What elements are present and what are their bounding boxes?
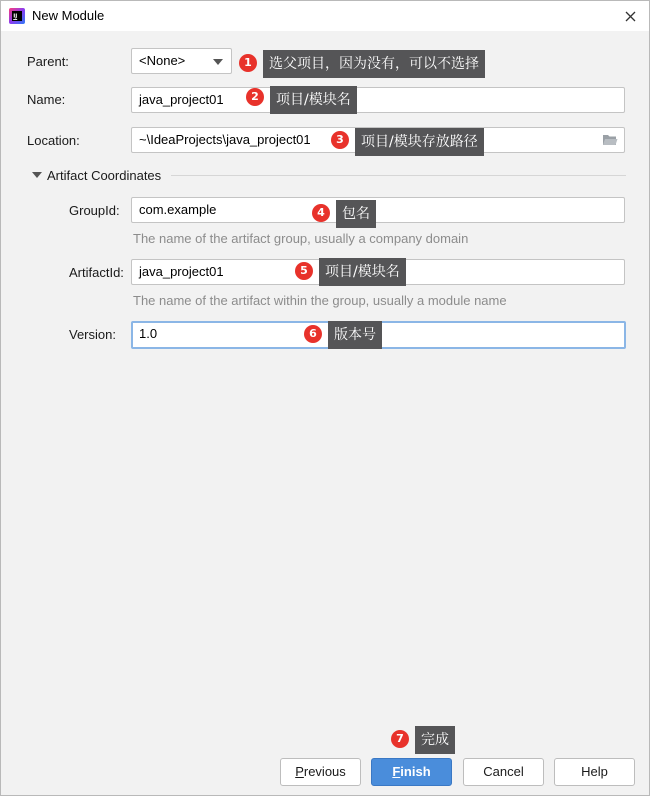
- artifactid-label: ArtifactId:: [69, 265, 124, 280]
- annotation-note-7: 完成: [415, 726, 455, 754]
- close-icon: [625, 11, 636, 22]
- name-label: Name:: [27, 92, 66, 107]
- groupid-label: GroupId:: [69, 203, 120, 218]
- annotation-note-4: 包名: [336, 200, 376, 228]
- annotation-badge-3: 3: [331, 131, 349, 149]
- section-divider: [171, 175, 626, 176]
- groupid-value: com.example: [139, 202, 217, 217]
- parent-label: Parent:: [27, 54, 69, 69]
- window-title: New Module: [32, 8, 105, 23]
- annotation-note-2: 项目/模块名: [270, 86, 357, 114]
- parent-value: <None>: [139, 53, 186, 68]
- svg-text:IJ: IJ: [13, 13, 18, 20]
- groupid-input[interactable]: [131, 197, 625, 223]
- annotation-note-3: 项目/模块存放路径: [355, 128, 484, 156]
- artifactid-hint: The name of the artifact within the group, usually a module name: [133, 293, 507, 308]
- dropdown-caret-icon: [213, 59, 223, 65]
- version-label: Version:: [69, 327, 116, 342]
- name-input[interactable]: [131, 87, 625, 113]
- annotation-badge-4: 4: [312, 204, 330, 222]
- annotation-note-1: 选父项目，因为没有，可以不选择: [263, 50, 485, 78]
- finish-button[interactable]: Finish: [371, 758, 452, 786]
- title-bar: [1, 1, 649, 31]
- intellij-app-icon: [9, 8, 25, 24]
- parent-dropdown[interactable]: [131, 48, 232, 74]
- annotation-badge-5: 5: [295, 262, 313, 280]
- version-value: 1.0: [139, 326, 158, 341]
- name-value: java_project01: [139, 92, 224, 107]
- close-button[interactable]: [619, 5, 641, 27]
- collapse-arrow-icon[interactable]: [32, 172, 42, 178]
- groupid-hint: The name of the artifact group, usually a company domain: [133, 231, 469, 246]
- annotation-badge-6: 6: [304, 325, 322, 343]
- annotation-note-5: 项目/模块名: [319, 258, 406, 286]
- cancel-button[interactable]: Cancel: [463, 758, 544, 786]
- help-button[interactable]: Help: [554, 758, 635, 786]
- location-label: Location:: [27, 133, 80, 148]
- annotation-badge-7: 7: [391, 730, 409, 748]
- folder-icon[interactable]: [602, 133, 618, 147]
- location-value: ~\IdeaProjects\java_project01: [139, 132, 311, 147]
- annotation-badge-2: 2: [246, 88, 264, 106]
- artifactid-value: java_project01: [139, 264, 224, 279]
- artifact-coordinates-title[interactable]: Artifact Coordinates: [47, 168, 162, 183]
- annotation-badge-1: 1: [239, 54, 257, 72]
- annotation-note-6: 版本号: [328, 321, 382, 349]
- previous-button[interactable]: Previous: [280, 758, 361, 786]
